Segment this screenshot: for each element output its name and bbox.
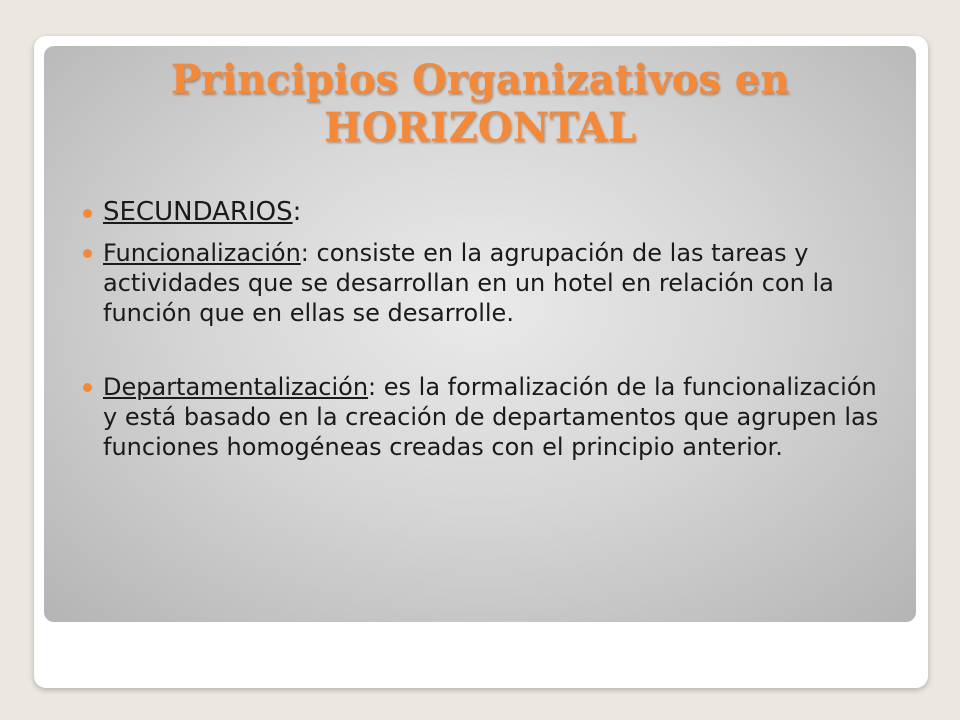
bullet-dot-icon — [83, 209, 92, 218]
bullet-term: Funcionalización — [103, 239, 301, 267]
slide-content-panel — [44, 46, 916, 622]
bullet-term: SECUNDARIOS — [103, 197, 293, 227]
bullet-text: : es la formalización de la funcionalización y está basado en la creación de departamentos que agrupen las funciones homogéneas creadas con el principio anterior. — [103, 373, 879, 461]
bullet-item-secundarios — [90, 196, 890, 228]
bullet-item-funcionalizacion — [90, 238, 890, 328]
title-line-1: Principios Organizativos en — [170, 56, 790, 103]
bullet-list — [90, 196, 890, 462]
bullet-text: : consiste en la agrupación de las tareas y actividades que se desarrollan en un hotel en relación con la función que en ellas se desarrolle. — [103, 239, 834, 327]
bullet-text: : — [292, 197, 302, 227]
bullet-item-departamentalizacion — [90, 372, 890, 462]
bullet-dot-icon — [83, 383, 92, 392]
bullet-dot-icon — [83, 249, 92, 258]
title-line-2: HORIZONTAL — [324, 104, 636, 151]
slide-title — [44, 56, 916, 152]
bullet-term: Departamentalización — [103, 373, 369, 401]
